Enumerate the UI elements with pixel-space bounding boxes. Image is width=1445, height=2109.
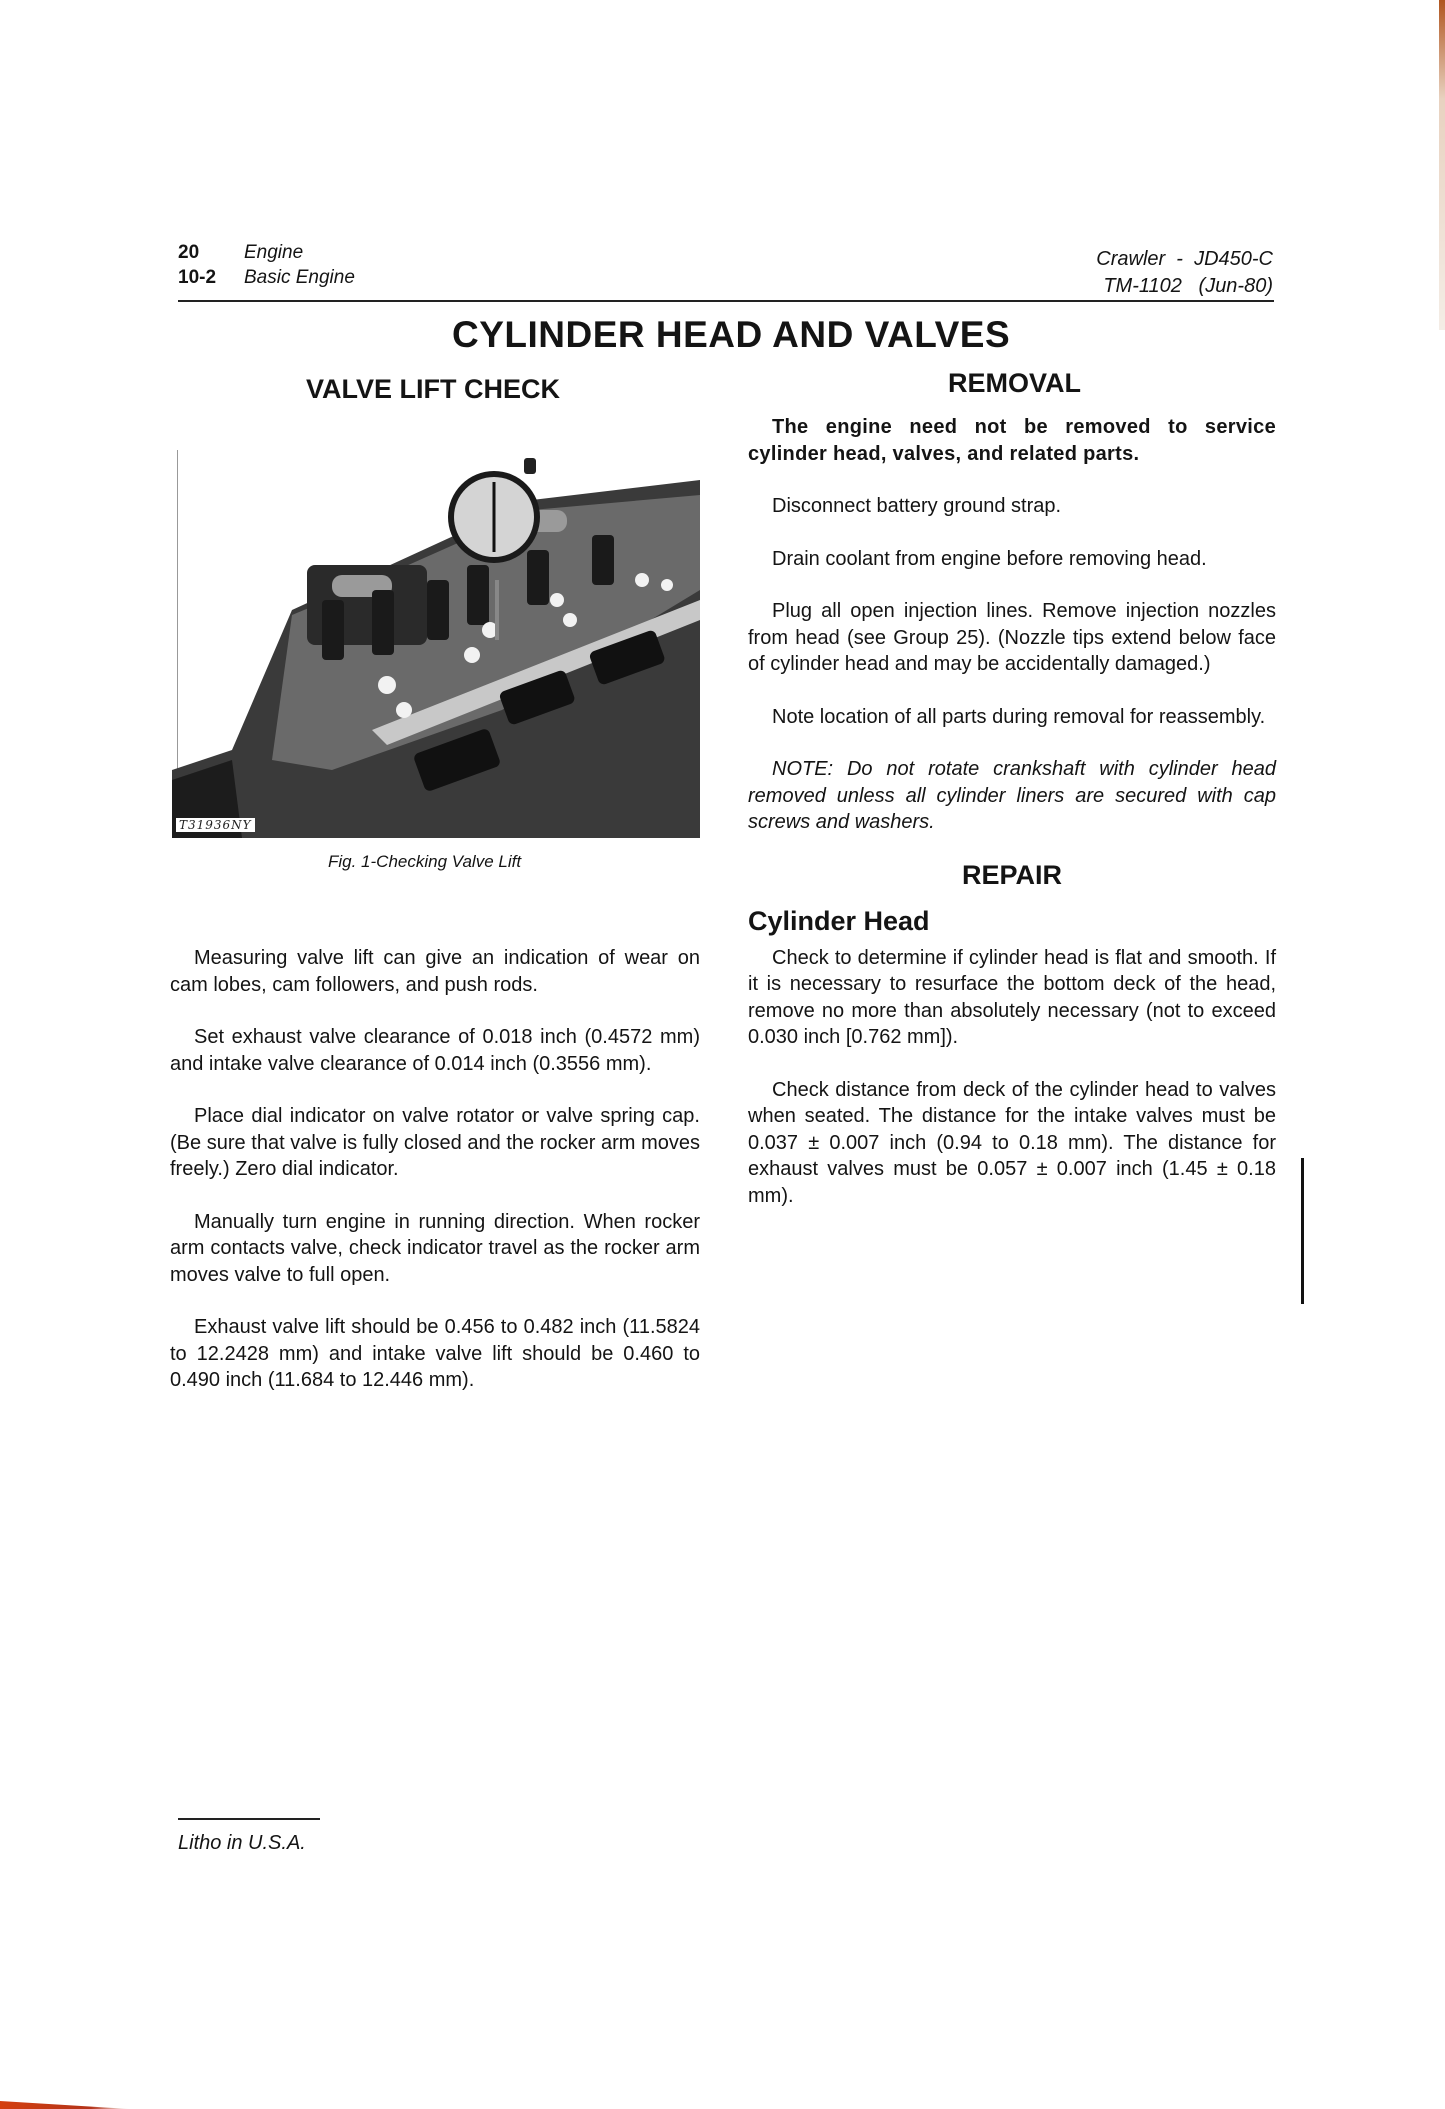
paragraph: Exhaust valve lift should be 0.456 to 0.482 inch (11.5824 to 12.2428 mm) and intake valve lift should be 0.460 to 0.490 inch (11.684 to 12.446 mm). (170, 1316, 700, 1391)
removal-and-repair-body (748, 414, 1276, 1235)
footer-rule (178, 1818, 320, 1820)
group-label: Basic Engine (244, 267, 355, 288)
lead-paragraph: The engine need not be removed to service cylinder head, valves, and related parts. (748, 416, 1276, 465)
section-number: 20 (178, 242, 200, 263)
running-header-right (1096, 246, 1273, 300)
group-number: 10-2 (178, 267, 217, 288)
valve-lift-check-body (170, 945, 700, 1420)
engine-photo (172, 440, 702, 838)
dial-indicator-knob (524, 458, 536, 474)
paragraph: Plug all open injection lines. Remove injection nozzles from head (see Group 25). (Nozzle tips extend below face of cylinder head and may be accidentally damaged.) (748, 600, 1276, 675)
section-label: Engine (244, 242, 304, 263)
running-header-left (178, 240, 355, 290)
page-title: CYLINDER HEAD AND VALVES (452, 314, 1011, 355)
figure-caption: Fig. 1-Checking Valve Lift (328, 852, 522, 871)
header-row (178, 265, 355, 290)
paragraph: Check to determine if cylinder head is flat and smooth. If it is necessary to resurface the bottom deck of the head, remove no more than absolutely necessary (not to exceed 0.030 inch [0.762 mm]). (748, 946, 1276, 1048)
manual-line: TM-1102 (Jun-80) (1103, 275, 1273, 297)
section-title-repair: REPAIR (961, 859, 1062, 890)
page-edge-shadow (1439, 0, 1445, 330)
paragraph: Manually turn engine in running direction. When rocker arm contacts valve, check indicator travel as the rocker arm moves valve to full open. (170, 1210, 700, 1286)
revision-change-bar (1301, 1158, 1304, 1304)
header-rule (178, 300, 1274, 302)
paragraph: Disconnect battery ground strap. (772, 495, 1062, 517)
section-title-removal: REMOVAL (948, 368, 1081, 398)
paragraph: Drain coolant from engine before removing head. (772, 547, 1207, 570)
model-line: Crawler - JD450-C (1096, 248, 1273, 270)
section-title-valve-lift-check: VALVE LIFT CHECK (306, 374, 560, 404)
header-row (178, 240, 355, 265)
photo-id: T31936NY (176, 818, 255, 832)
paragraph: Place dial indicator on valve rotator or valve spring cap. (Be sure that valve is fully closed and the rocker arm moves freely.) Zero dial indicator. (170, 1105, 700, 1180)
paragraph: Check distance from deck of the cylinder head to valves when seated. The distance for the intake valves must be 0.037 ± 0.007 inch (0.94 to 0.18 mm). The distance for exhaust valves must be 0.057 ± 0.007 inch (1.45 ± 0.18 mm). (748, 1078, 1276, 1207)
note-paragraph: NOTE: Do not rotate crankshaft with cylinder head removed unless all cylinder liners are secured with cap screws and washers. (748, 758, 1276, 833)
page-edge-shadow-bottom (0, 2099, 130, 2109)
paragraph: Note location of all parts during removal for reassembly. (772, 705, 1266, 728)
paragraph: Set exhaust valve clearance of 0.018 inch (0.4572 mm) and intake valve clearance of 0.014 inch (0.3556 mm). (170, 1026, 700, 1075)
figure-photo (172, 440, 702, 838)
paragraph: Measuring valve lift can give an indication of wear on cam lobes, cam followers, and push rods. (170, 947, 700, 996)
subsection-title-cylinder-head: Cylinder Head (748, 906, 930, 936)
footer-imprint: Litho in U.S.A. (178, 1832, 306, 1854)
